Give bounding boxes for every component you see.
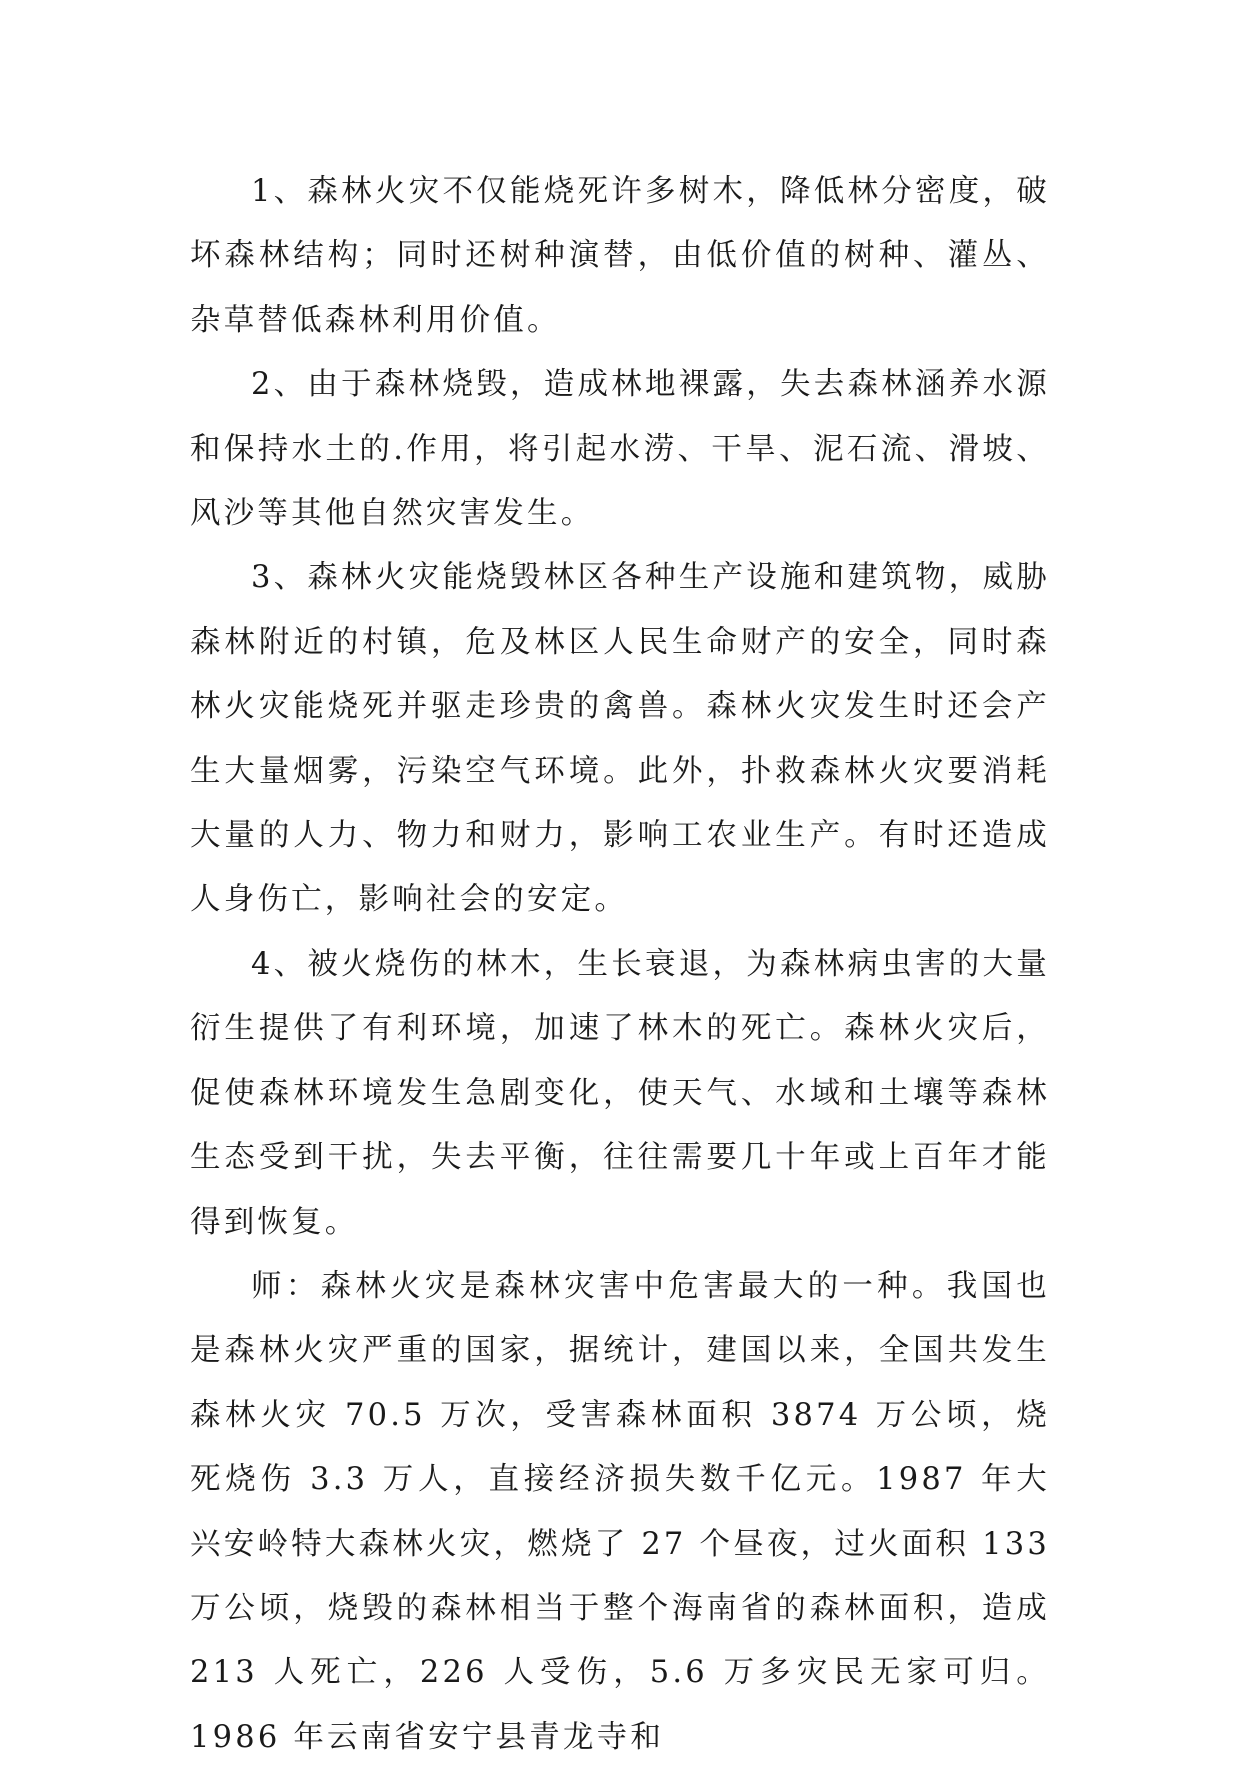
document-body: [190, 160, 1050, 1770]
paragraph-3: 3、森林火灾能烧毁林区各种生产设施和建筑物，威胁森林附近的村镇，危及林区人民生命财产的安全，同时森林火灾能烧死并驱走珍贵的禽兽。森林火灾发生时还会产生大量烟雾，污染空气环境。此外，扑救森林火灾要消耗大量的人力、物力和财力，影响工农业生产。有时还造成人身伤亡，影响社会的安定。: [190, 560, 1050, 918]
paragraph-teacher: 师：森林火灾是森林灾害中危害最大的一种。我国也是森林火灾严重的国家，据统计，建国以来，全国共发生森林火灾 70.5 万次，受害森林面积 3874 万公顷，烧死烧伤 3.3 万人，直接经济损失数千亿元。1987 年大兴安岭特大森林火灾，燃烧了 27 个昼夜，过火面积 133 万公顷，烧毁的森林相当于整个海南省的森林面积，造成 213 人死亡，226 人受伤，5.6 万多灾民无家可归。1986 年云南省安宁县青龙寺和: [190, 1268, 1050, 1755]
paragraph-2: 2、由于森林烧毁，造成林地裸露，失去森林涵养水源和保持水土的.作用，将引起水涝、干旱、泥石流、滑坡、风沙等其他自然灾害发生。: [190, 367, 1050, 532]
paragraph-1: 1、森林火灾不仅能烧死许多树木，降低林分密度，破坏森林结构；同时还树种演替，由低价值的树种、灌丛、杂草替低森林利用价值。: [190, 174, 1050, 338]
paragraph-4: 4、被火烧伤的林木，生长衰退，为森林病虫害的大量衍生提供了有利环境，加速了林木的死亡。森林火灾后，促使森林环境发生急剧变化，使天气、水域和土壤等森林生态受到干扰，失去平衡，往往需要几十年或上百年才能得到恢复。: [190, 946, 1050, 1240]
